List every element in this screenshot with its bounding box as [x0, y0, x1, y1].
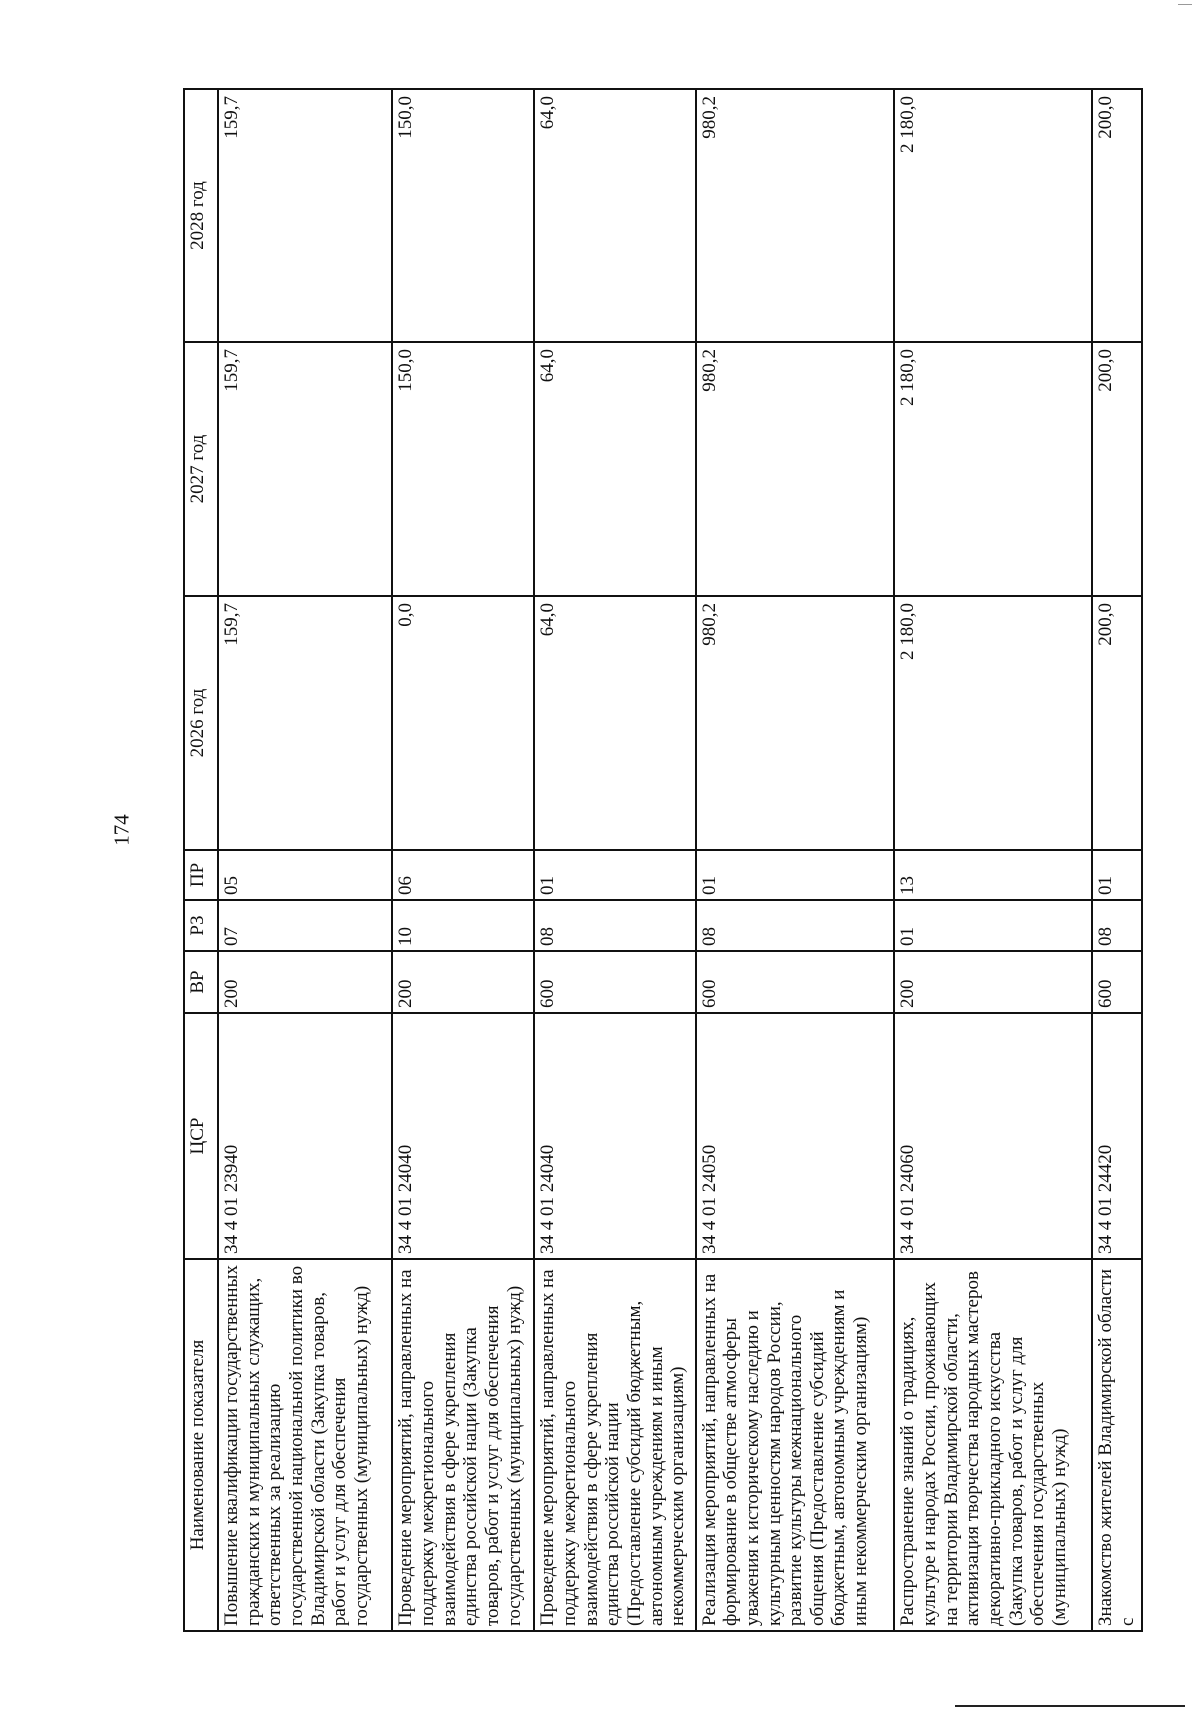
cell-csr: 34 4 01 24060 — [894, 1013, 1092, 1259]
footer-rule — [955, 1705, 1185, 1707]
table-row — [1092, 89, 1142, 1631]
cell-csr: 34 4 01 24040 — [534, 1013, 695, 1259]
cell-pr: 01 — [1092, 850, 1142, 900]
cell-csr: 34 4 01 23940 — [218, 1013, 392, 1259]
cell-name: Знакомство жителей Владимирской области с — [1092, 1259, 1142, 1631]
cell-vr: 600 — [1092, 951, 1142, 1013]
cell-2026: 200,0 — [1092, 596, 1142, 850]
cell-name: Проведение мероприятий, направленных на поддержку межрегионального взаимодействия в сфере укрепления единства российской нации (Предоставление субсидий бюджетным, автономным учреждениям и иным некоммерческим организациям) — [534, 1259, 695, 1631]
cell-2027: 200,0 — [1092, 342, 1142, 596]
cell-name: Проведение мероприятий, направленных на поддержку межрегионального взаимодействия в сфере укрепления единства российской нации (Закупка товаров, работ и услуг для обеспечения государственных (муниципальных) нужд) — [392, 1259, 534, 1631]
cell-pr: 01 — [696, 850, 895, 900]
cell-2028: 200,0 — [1092, 89, 1142, 342]
cell-2028: 150,0 — [392, 89, 534, 342]
table-row — [696, 89, 895, 1631]
cell-rz: 08 — [1092, 900, 1142, 951]
cell-2026: 0,0 — [392, 596, 534, 850]
cell-2026: 159,7 — [218, 596, 392, 850]
cell-name: Реализация мероприятий, направленных на формирование в обществе атмосферы уважения к историческому наследию и культурным ценностям народов России, развитие культуры межнационального общения (Предоставление субсидий бюджетным, автономным учреждениям и иным некоммерческим организациям) — [696, 1259, 895, 1631]
cell-vr: 200 — [218, 951, 392, 1013]
cell-2028: 159,7 — [218, 89, 392, 342]
header-2028: 2028 год — [184, 89, 218, 342]
cell-rz: 08 — [696, 900, 895, 951]
cell-rz: 10 — [392, 900, 534, 951]
table-row — [392, 89, 534, 1631]
rotated-table-container — [183, 90, 1143, 1632]
cell-2027: 980,2 — [696, 342, 895, 596]
table-row — [894, 89, 1092, 1631]
cell-name: Повышение квалификации государственных гражданских и муниципальных служащих, ответственных за реализацию государственной национальной политики во Владимирской области (Закупка товаров, работ и услуг для обеспечения государственных (муниципальных) нужд) — [218, 1259, 392, 1631]
table-row — [534, 89, 695, 1631]
table-header-row — [184, 89, 218, 1631]
cell-name: Распространение знаний о традициях, культуре и народах России, проживающих на территории Владимирской области, активизация творчества народных мастеров декоративно-прикладного искусства (Закупка товаров, работ и услуг для обеспечения государственных (муниципальных) нужд) — [894, 1259, 1092, 1631]
header-csr: ЦСР — [184, 1013, 218, 1259]
cell-vr: 200 — [392, 951, 534, 1013]
cell-csr: 34 4 01 24420 — [1092, 1013, 1142, 1259]
cell-pr: 01 — [534, 850, 695, 900]
page-number: 174 — [109, 814, 134, 846]
cell-rz: 08 — [534, 900, 695, 951]
cell-rz: 07 — [218, 900, 392, 951]
cell-2027: 150,0 — [392, 342, 534, 596]
scan-artifact — [1178, 4, 1192, 9]
cell-rz: 01 — [894, 900, 1092, 951]
cell-vr: 600 — [534, 951, 695, 1013]
cell-vr: 600 — [696, 951, 895, 1013]
header-name: Наименование показателя — [184, 1259, 218, 1631]
cell-2028: 64,0 — [534, 89, 695, 342]
cell-2026: 2 180,0 — [894, 596, 1092, 850]
header-rz: РЗ — [184, 900, 218, 951]
header-pr: ПР — [184, 850, 218, 900]
cell-2027: 2 180,0 — [894, 342, 1092, 596]
cell-2027: 159,7 — [218, 342, 392, 596]
cell-2026: 980,2 — [696, 596, 895, 850]
cell-csr: 34 4 01 24050 — [696, 1013, 895, 1259]
header-2026: 2026 год — [184, 596, 218, 850]
cell-2027: 64,0 — [534, 342, 695, 596]
cell-pr: 05 — [218, 850, 392, 900]
cell-vr: 200 — [894, 951, 1092, 1013]
cell-2028: 2 180,0 — [894, 89, 1092, 342]
header-2027: 2027 год — [184, 342, 218, 596]
cell-pr: 06 — [392, 850, 534, 900]
cell-2026: 64,0 — [534, 596, 695, 850]
cell-csr: 34 4 01 24040 — [392, 1013, 534, 1259]
budget-table — [183, 88, 1143, 1632]
table-row — [218, 89, 392, 1631]
cell-2028: 980,2 — [696, 89, 895, 342]
header-vr: ВР — [184, 951, 218, 1013]
cell-pr: 13 — [894, 850, 1092, 900]
